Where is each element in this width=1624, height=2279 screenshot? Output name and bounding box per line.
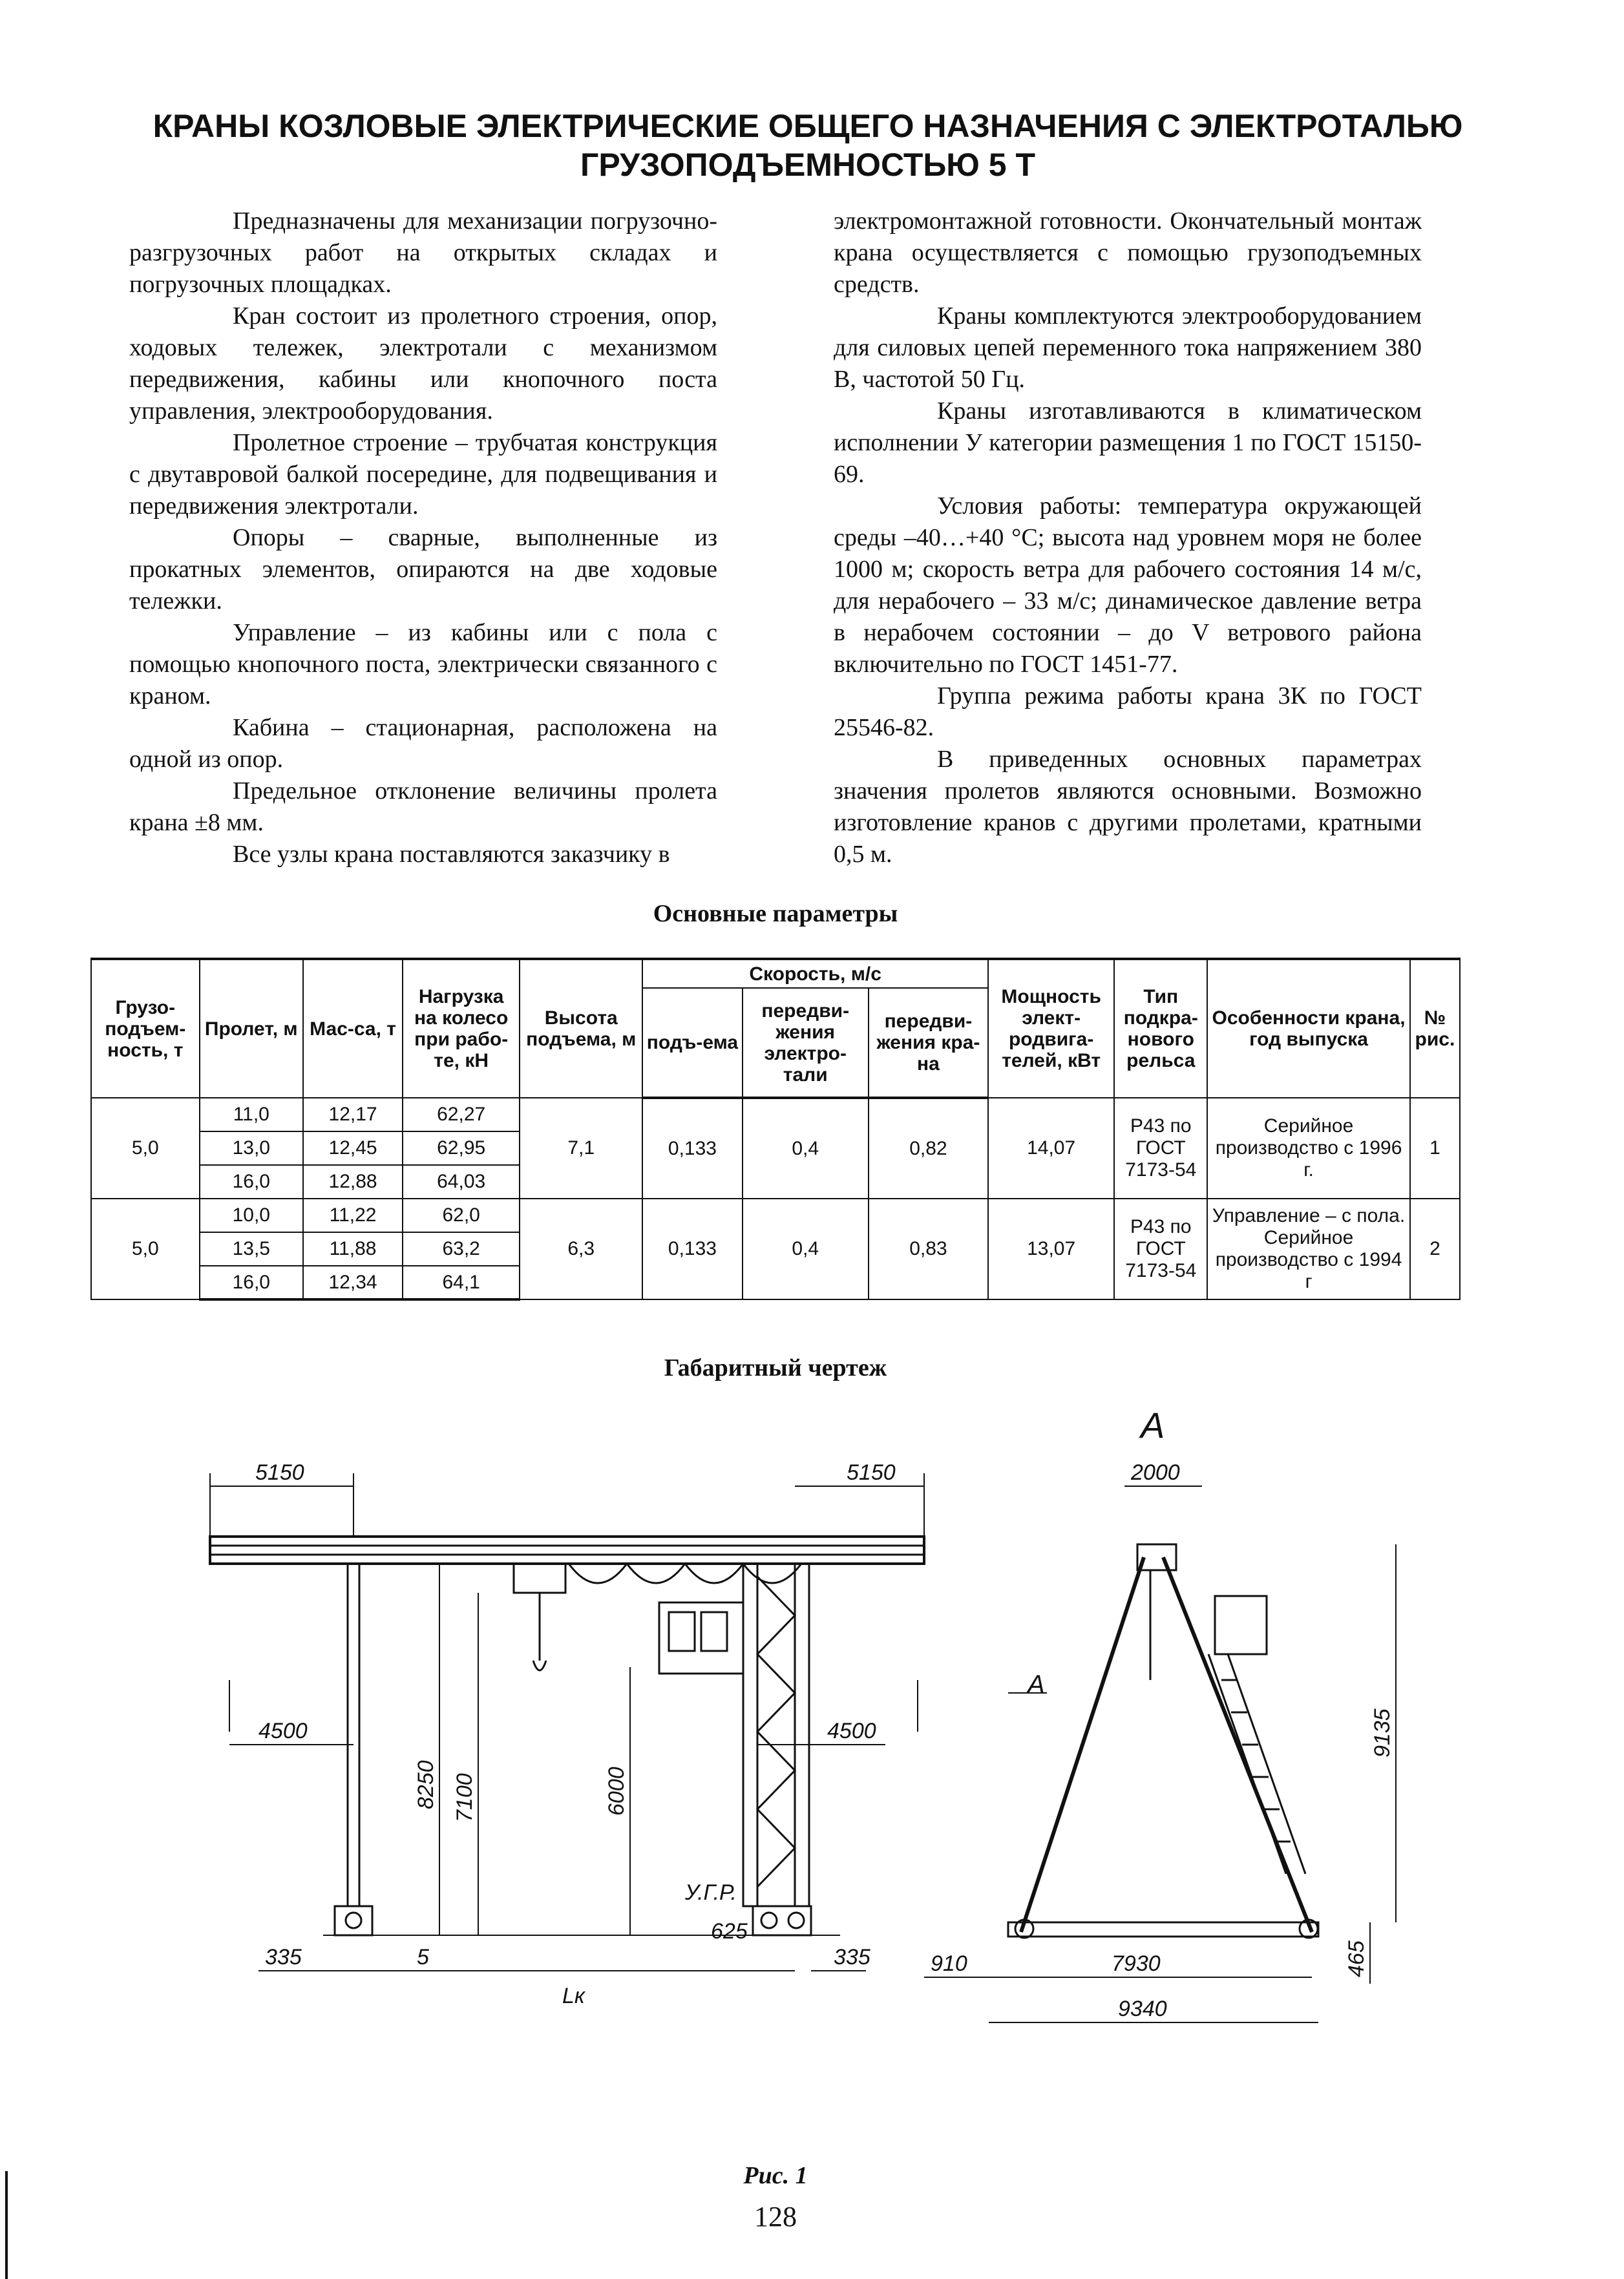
header-wheel-load: Нагрузка на колесо при рабо-те, кН: [403, 959, 520, 1098]
wheel: [346, 1913, 361, 1928]
cell-power: 13,07: [988, 1199, 1114, 1299]
table-title: Основные параметры: [653, 900, 898, 927]
cell-load: 62,0: [403, 1199, 520, 1232]
parameters-table: [90, 958, 1461, 1301]
right-leg: [795, 1564, 809, 1906]
dim-label: 9135: [1370, 1708, 1395, 1758]
side-view: [924, 1486, 1396, 2022]
paragraph: Кабина – стационарная, расположена на одной из опор.: [129, 714, 717, 773]
right-text-column: [834, 205, 1422, 870]
cell-rail: Р43 по ГОСТ 7173-54: [1114, 1199, 1207, 1299]
dim-label: 6000: [604, 1767, 629, 1816]
header-speed-crane: передви-жения кра-на: [869, 988, 988, 1098]
header-features: Особенности крана, год выпуска: [1207, 959, 1410, 1098]
header-speed-hoist: передви-жения электро-тали: [743, 988, 869, 1098]
header-speed: Скорость, м/с: [642, 959, 988, 988]
title-line-2: ГРУЗОПОДЪЕМНОСТЬЮ 5 Т: [580, 147, 1035, 183]
cell-features: Управление – с пола. Серийное производство с 1994 г: [1207, 1199, 1410, 1299]
front-view: [210, 1473, 924, 1971]
cell-span: 13,5: [200, 1232, 303, 1266]
view-label: А: [1141, 1405, 1165, 1445]
cell-mass: 11,22: [303, 1199, 403, 1232]
ladder-rungs: [1221, 1680, 1291, 1842]
cabin-window: [701, 1612, 727, 1651]
dim-label: 5150: [847, 1460, 896, 1485]
section-label: А: [1028, 1670, 1045, 1699]
figure-caption: Рис. 1: [743, 2162, 808, 2189]
margin-mark: [5, 2171, 8, 2279]
dim-label: 7100: [452, 1773, 477, 1822]
cell-mass: 12,17: [303, 1098, 403, 1131]
header-mass: Мас-са, т: [303, 959, 403, 1098]
dim-label: 5150: [255, 1460, 304, 1485]
paragraph: Все узлы крана поставляются заказчику в: [233, 841, 670, 868]
dim-label: 4500: [258, 1719, 308, 1743]
cell-mass: 12,88: [303, 1165, 403, 1199]
girder: [210, 1537, 924, 1564]
cell-span: 16,0: [200, 1266, 303, 1299]
header-speed-lift: подъ-ема: [642, 988, 742, 1098]
cell-power: 14,07: [988, 1098, 1114, 1199]
cell-lift-height: 6,3: [520, 1199, 642, 1299]
cell-mass: 12,34: [303, 1266, 403, 1299]
cell-fig: 2: [1410, 1199, 1460, 1299]
cell-speed-lift: 0,133: [642, 1199, 742, 1299]
wheel: [788, 1913, 804, 1928]
cell-speed-hoist: 0,4: [743, 1199, 869, 1299]
left-leg: [348, 1564, 359, 1906]
cell-mass: 11,88: [303, 1232, 403, 1266]
cell-lift-height: 7,1: [520, 1098, 642, 1199]
cell-span: 16,0: [200, 1165, 303, 1199]
cell-speed-crane: 0,82: [869, 1098, 988, 1199]
dim-label: 910: [931, 1951, 967, 1976]
dim-label: 335: [834, 1945, 870, 1969]
girder-braces: [569, 1564, 801, 1583]
left-wheel-truck: [335, 1906, 372, 1935]
hook: [533, 1661, 546, 1670]
paragraph: Предельное отклонение величины пролета крана ±8 мм.: [129, 777, 717, 836]
paragraph: В приведенных основных параметрах значения пролетов являются основными. Возможно изготовление кранов с другими пролетами, кратными 0,5 м.: [834, 746, 1422, 868]
truss-web: [757, 1577, 795, 1887]
crane-drawing: [0, 1389, 1624, 2152]
dim-label: 5: [417, 1945, 429, 1969]
dim-label: 465: [1344, 1940, 1369, 1977]
cabin-window: [669, 1612, 695, 1651]
dim-label: 7930: [1112, 1951, 1161, 1976]
paragraph: электромонтажной готовности. Окончательный монтаж крана осуществляется с помощью грузоподъемных средств.: [834, 207, 1422, 298]
cell-span: 13,0: [200, 1131, 303, 1165]
paragraph: Краны комплектуются электрооборудованием для силовых цепей переменного тока напряжением 380 В, частотой 50 Гц.: [834, 302, 1422, 393]
paragraph: Кран состоит из пролетного строения, опор, ходовых тележек, электротали с механизмом передвижения, кабины или кнопочного поста управления, электрооборудования.: [129, 302, 717, 425]
title-line-1: КРАНЫ КОЗЛОВЫЕ ЭЛЕКТРИЧЕСКИЕ ОБЩЕГО НАЗНАЧЕНИЯ С ЭЛЕКТРОТАЛЬЮ: [153, 108, 1463, 144]
dim-label: 8250: [414, 1760, 438, 1809]
cell-speed-lift: 0,133: [642, 1098, 742, 1199]
paragraph: Пролетное строение – трубчатая конструкция с двутавровой балкой посередине, для подвещивания и передвижения электротали.: [129, 429, 717, 520]
cell-features: Серийное производство с 1996 г.: [1207, 1098, 1410, 1199]
cell-rail: Р43 по ГОСТ 7173-54: [1114, 1098, 1207, 1199]
left-text-column: [129, 205, 717, 870]
cell-load: 63,2: [403, 1232, 520, 1266]
header-fig-no: № рис.: [1410, 959, 1460, 1098]
cell-load: 62,95: [403, 1131, 520, 1165]
header-lift-height: Высота подъема, м: [520, 959, 642, 1098]
paragraph: Опоры – сварные, выполненные из прокатных элементов, опираются на две ходовые тележки.: [129, 524, 717, 614]
paragraph: Управление – из кабины или с пола с помощью кнопочного поста, электрически связанного с краном.: [129, 619, 717, 709]
cell-load: 62,27: [403, 1098, 520, 1131]
side-cabin: [1215, 1596, 1267, 1654]
cell-span: 11,0: [200, 1098, 303, 1131]
page-title: [149, 107, 1467, 184]
dim-label: 2000: [1131, 1460, 1180, 1485]
header-rail: Тип подкра-нового рельса: [1114, 959, 1207, 1098]
wheel: [761, 1913, 777, 1928]
side-base: [1008, 1922, 1318, 1937]
header-power: Мощность элект-родвига-телей, кВт: [988, 959, 1114, 1098]
dim-label: 335: [265, 1945, 302, 1969]
cell-capacity: 5,0: [91, 1199, 200, 1299]
cell-fig: 1: [1410, 1098, 1460, 1199]
cell-mass: 12,45: [303, 1131, 403, 1165]
side-leg: [1163, 1557, 1312, 1932]
cell-speed-hoist: 0,4: [743, 1098, 869, 1199]
cell-span: 10,0: [200, 1199, 303, 1232]
page-number: 128: [754, 2201, 797, 2232]
dim-label: У.Г.Р.: [685, 1880, 737, 1905]
right-leg: [743, 1564, 757, 1906]
paragraph: Группа режима работы крана 3К по ГОСТ 25546-82.: [834, 682, 1422, 741]
dim-label: 9340: [1118, 1997, 1167, 2021]
ladder: [1208, 1654, 1305, 1874]
cell-load: 64,03: [403, 1165, 520, 1199]
paragraph: Предназначены для механизации погрузочно-разгрузочных работ на открытых складах и погрузочных площадках.: [129, 207, 717, 298]
side-leg: [1021, 1557, 1144, 1932]
dim-label: 4500: [827, 1719, 876, 1743]
header-span: Пролет, м: [200, 959, 303, 1098]
paragraph: Краны изготавливаются в климатическом исполнении У категории размещения 1 по ГОСТ 15150-69.: [834, 397, 1422, 488]
drawing-title: Габаритный чертеж: [664, 1354, 887, 1381]
cell-load: 64,1: [403, 1266, 520, 1299]
paragraph: Условия работы: температура окружающей среды –40…+40 °С; высота над уровнем моря не более 1000 м; скорость ветра для рабочего состояния 14 м/с, для нерабочего – 33 м/с; динамическое давление ветра в нерабочем состоянии – до V ветрового района включительно по ГОСТ 1451-77.: [834, 492, 1422, 678]
cell-capacity: 5,0: [91, 1098, 200, 1199]
dim-label: 625: [711, 1919, 748, 1944]
dim-label: Lк: [562, 1984, 585, 2008]
header-capacity: Грузо-подъем-ность, т: [91, 959, 200, 1098]
cell-speed-crane: 0,83: [869, 1199, 988, 1299]
electric-hoist: [514, 1564, 565, 1593]
